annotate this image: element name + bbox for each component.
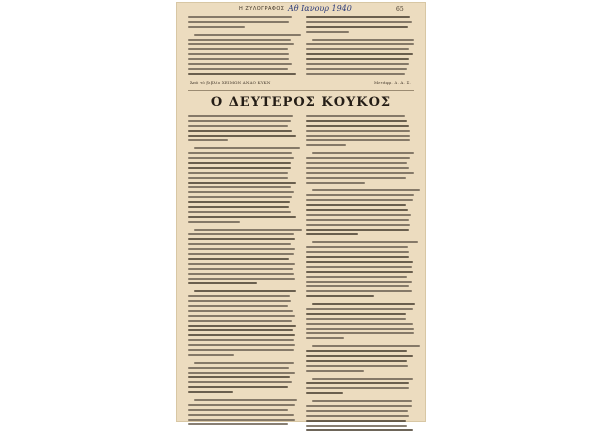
- text-line: [306, 139, 410, 141]
- text-line: [188, 414, 294, 416]
- text-line: [188, 376, 290, 378]
- text-line: [306, 233, 358, 235]
- text-line: [188, 172, 288, 174]
- text-line: [188, 120, 291, 122]
- text-line: [306, 370, 364, 372]
- text-line: [306, 323, 413, 325]
- text-line: [188, 177, 288, 179]
- text-line: [194, 399, 296, 401]
- text-line: [188, 282, 257, 284]
- text-line: [306, 63, 409, 65]
- text-line: [306, 360, 407, 362]
- text-line: [306, 350, 407, 352]
- text-line: [306, 251, 409, 253]
- text-line: [306, 214, 411, 216]
- text-line: [306, 144, 346, 146]
- text-line: [188, 372, 295, 374]
- text-line: [306, 162, 407, 164]
- newspaper-page: [176, 2, 426, 422]
- text-line: [306, 337, 344, 339]
- text-line: [194, 290, 295, 292]
- text-line: [188, 305, 288, 307]
- text-line: [188, 295, 290, 297]
- text-line: [306, 405, 412, 407]
- text-line: [188, 354, 234, 356]
- text-line: [188, 191, 294, 193]
- text-line: [312, 241, 418, 243]
- article-right-column: [306, 115, 414, 434]
- text-line: [188, 243, 291, 245]
- text-line: [188, 233, 294, 235]
- text-line: [306, 157, 410, 159]
- text-line: [188, 300, 291, 302]
- text-line: [306, 290, 412, 292]
- article-left-column: [188, 115, 296, 428]
- text-line: [188, 26, 245, 28]
- text-line: [194, 147, 300, 149]
- text-line: [306, 219, 409, 221]
- text-line: [306, 43, 414, 45]
- text-line: [188, 315, 295, 317]
- text-line: [306, 365, 408, 367]
- text-line: [188, 58, 289, 60]
- text-line: [188, 157, 294, 159]
- text-line: [306, 318, 406, 320]
- text-line: [306, 425, 407, 427]
- text-line: [306, 182, 365, 184]
- text-line: [188, 391, 233, 393]
- text-line: [306, 382, 409, 384]
- text-line: [312, 400, 412, 402]
- text-line: [306, 199, 413, 201]
- text-line: [188, 419, 295, 421]
- section-divider: [188, 90, 414, 91]
- text-line: [306, 26, 408, 28]
- previous-article-left-column: [188, 16, 296, 78]
- text-line: [312, 189, 420, 191]
- text-line: [306, 420, 406, 422]
- text-line: [306, 392, 343, 394]
- text-line: [188, 53, 289, 55]
- text-line: [306, 120, 407, 122]
- text-line: [306, 229, 409, 231]
- text-line: [306, 194, 414, 196]
- text-line: [188, 167, 291, 169]
- text-line: [306, 256, 409, 258]
- text-line: [312, 378, 413, 380]
- text-line: [306, 308, 413, 310]
- text-line: [194, 362, 293, 364]
- text-line: [188, 344, 295, 346]
- text-line: [188, 73, 296, 75]
- article-title: Ο ΔΕΥΤΕΡΟΣ ΚΟΥΚΟΣ: [210, 95, 392, 110]
- text-line: [306, 415, 409, 417]
- text-line: [188, 258, 289, 260]
- text-line: [188, 182, 296, 184]
- text-line: [306, 285, 409, 287]
- text-line: [188, 162, 291, 164]
- text-line: [188, 186, 291, 188]
- text-line: [312, 345, 420, 347]
- text-line: [188, 381, 292, 383]
- text-line: [306, 429, 413, 431]
- text-line: [188, 21, 289, 23]
- page-number: 65: [396, 6, 404, 13]
- text-line: [306, 410, 408, 412]
- text-line: [306, 135, 410, 137]
- handwritten-date: Αθ Ιανουρ 1940: [288, 4, 352, 13]
- text-line: [188, 43, 294, 45]
- text-line: [188, 125, 288, 127]
- previous-article-source: Ἀπὸ τὸ βιβλίο ΧΕΙΜΩΝ ΑΝΑΟ ΚΥΚΝ: [190, 80, 271, 85]
- text-line: [306, 73, 405, 75]
- text-line: [188, 152, 292, 154]
- text-line: [306, 204, 406, 206]
- text-line: [188, 248, 295, 250]
- text-line: [188, 404, 295, 406]
- text-line: [306, 130, 410, 132]
- text-line: [188, 39, 291, 41]
- text-line: [188, 273, 294, 275]
- text-line: [306, 172, 414, 174]
- publication-name: Η ΖΥΛΟΓΡΑΦΟΣ: [239, 6, 285, 12]
- text-line: [306, 261, 413, 263]
- text-line: [188, 211, 291, 213]
- text-line: [306, 246, 408, 248]
- text-line: [306, 58, 409, 60]
- text-line: [306, 332, 414, 334]
- text-line: [188, 216, 296, 218]
- text-line: [306, 224, 410, 226]
- text-line: [188, 329, 293, 331]
- text-line: [188, 278, 295, 280]
- text-line: [188, 115, 293, 117]
- text-line: [188, 63, 292, 65]
- text-line: [188, 325, 296, 327]
- text-line: [188, 263, 295, 265]
- text-line: [306, 16, 410, 18]
- text-line: [188, 310, 293, 312]
- text-line: [188, 196, 292, 198]
- text-line: [306, 21, 412, 23]
- text-line: [312, 303, 415, 305]
- text-line: [188, 48, 288, 50]
- text-line: [188, 386, 288, 388]
- text-line: [306, 125, 409, 127]
- text-line: [306, 355, 413, 357]
- previous-article-right-column: [306, 16, 414, 78]
- text-line: [188, 409, 288, 411]
- text-line: [188, 339, 294, 341]
- translator-credit: Μετάφρ. Δ. Α. Σ.: [374, 80, 411, 85]
- text-line: [306, 48, 409, 50]
- text-line: [306, 295, 374, 297]
- text-line: [194, 229, 301, 231]
- text-line: [188, 68, 288, 70]
- text-line: [188, 135, 296, 137]
- text-line: [306, 68, 407, 70]
- text-line: [312, 39, 413, 41]
- text-line: [188, 206, 289, 208]
- text-line: [306, 281, 412, 283]
- page-header: [176, 2, 426, 16]
- text-line: [188, 221, 240, 223]
- text-line: [188, 334, 295, 336]
- text-line: [312, 152, 413, 154]
- text-line: [188, 268, 293, 270]
- text-line: [306, 167, 409, 169]
- text-line: [188, 201, 290, 203]
- text-line: [188, 253, 294, 255]
- text-line: [306, 387, 409, 389]
- text-line: [194, 34, 301, 36]
- text-line: [306, 53, 413, 55]
- text-line: [306, 313, 406, 315]
- text-line: [306, 31, 349, 33]
- text-line: [188, 130, 292, 132]
- text-line: [306, 115, 405, 117]
- text-line: [306, 328, 414, 330]
- text-line: [306, 209, 408, 211]
- text-line: [188, 238, 295, 240]
- text-line: [306, 177, 406, 179]
- text-line: [306, 266, 412, 268]
- text-line: [188, 367, 289, 369]
- text-line: [306, 271, 413, 273]
- text-line: [188, 349, 294, 351]
- text-line: [306, 276, 407, 278]
- text-line: [188, 16, 292, 18]
- text-line: [188, 320, 292, 322]
- text-line: [188, 139, 228, 141]
